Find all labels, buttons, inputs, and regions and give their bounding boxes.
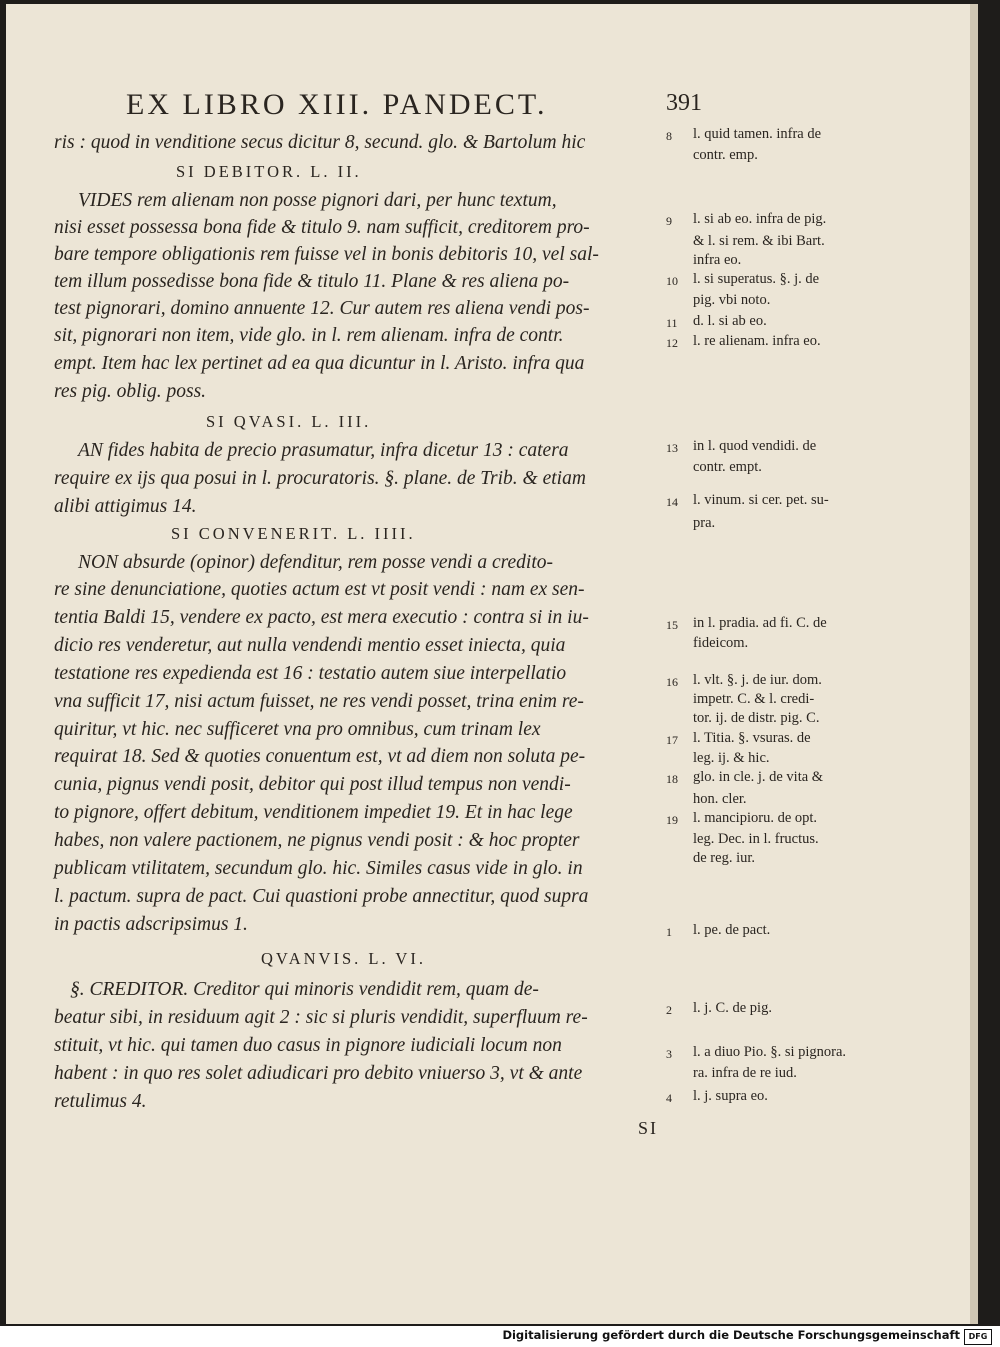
margin-note: l. Titia. §. vsuras. de [693,730,811,746]
margin-note-number: 19 [666,813,678,827]
margin-note: l. a diuo Pio. §. si pignora. [693,1044,847,1060]
margin-note: l. vinum. si cer. pet. su- [693,492,829,508]
text-line: tentia Baldi 15, vendere ex pacto, est mera executio : contra si in iu- [54,607,589,628]
text-line: require ex ijs qua posui in l. procuratoris. §. plane. de Trib. & etiam [54,468,586,489]
margin-note: l. mancipioru. de opt. [693,810,818,826]
margin-note: hon. cler. [693,791,747,807]
section-heading: SI CONVENERIT. L. IIII. [171,524,416,543]
text-line: beatur sibi, in residuum agit 2 : sic si pluris vendidit, superfluum re- [54,1007,588,1028]
margin-note: l. j. supra eo. [693,1088,768,1104]
text-line: dicio res venderetur, aut nulla vendendi mentio esset iniecta, quia [54,635,566,656]
text-line: in pactis adscripsimus 1. [54,914,248,935]
margin-note: l. pe. de pact. [693,922,771,938]
text-line: res pig. oblig. poss. [54,381,207,402]
margin-note-number: 12 [666,336,678,350]
margin-note: in l. quod vendidi. de [693,438,817,454]
margin-note: leg. Dec. in l. fructus. [693,831,819,847]
margin-note: fideicom. [693,635,749,651]
margin-note: pig. vbi noto. [693,292,771,308]
text-line: quiritur, vt hic. nec sufficeret vna pro omnibus, cum trinam lex [54,719,541,740]
margin-note-number: 10 [666,274,678,288]
margin-note: & l. si rem. & ibi Bart. [693,233,825,249]
margin-note: l. si ab eo. infra de pig. [693,211,827,227]
margin-note-number: 15 [666,618,678,632]
section-heading: QVANVIS. L. VI. [261,949,426,968]
footer-bar [0,1326,1000,1347]
margin-note: tor. ij. de distr. pig. C. [693,710,820,726]
margin-note-number: 14 [666,495,678,509]
text-line: re sine denunciatione, quoties actum est vt posit vendi : nam ex sen- [54,579,585,600]
text-line: stituit, vt hic. qui tamen duo casus in pignore iudiciali locum non [54,1035,562,1056]
text-line: requirat 18. Sed & quoties conuentum est, vt ad diem non soluta pe- [54,746,586,767]
margin-note: ra. infra de re iud. [693,1065,797,1081]
margin-note: contr. empt. [693,459,762,475]
margin-note-number: 4 [666,1091,672,1105]
text-line: AN fides habita de precio prasumatur, infra dicetur 13 : catera [78,440,569,461]
text-line: ris : quod in venditione secus dicitur 8, secund. glo. & Bartolum hic [54,132,586,153]
margin-note: l. vlt. §. j. de iur. dom. [693,672,822,688]
text-line: retulimus 4. [54,1091,147,1112]
text-line: to pignore, offert debitum, venditionem impediet 19. Et in hac lege [54,802,573,823]
margin-note-number: 2 [666,1003,672,1017]
footer-credit: Digitalisierung gefördert durch die Deutsche Forschungsgemeinschaft [502,1328,960,1342]
margin-note-number: 1 [666,925,672,939]
margin-note-number: 13 [666,441,678,455]
section-heading: SI QVASI. L. III. [206,412,372,431]
margin-note: impetr. C. & l. credi- [693,691,815,707]
margin-note: d. l. si ab eo. [693,313,767,329]
dfg-logo: DFG [964,1329,992,1345]
text-line: habent : in quo res solet adiudicari pro debito vniuerso 3, vt & ante [54,1063,583,1084]
margin-note: infra eo. [693,252,742,268]
catchword: SI [638,1118,659,1138]
margin-note: l. quid tamen. infra de [693,126,822,142]
margin-note: pra. [693,515,716,531]
margin-note-number: 9 [666,214,672,228]
margin-note-number: 18 [666,772,678,786]
margin-note: leg. ij. & hic. [693,750,770,766]
margin-note: l. si superatus. §. j. de [693,271,820,287]
margin-note: de reg. iur. [693,850,756,866]
book-page [6,4,978,1324]
text-line: bare tempore obligationis rem fuisse vel in bonis debitoris 10, vel sal- [54,244,599,265]
text-line: vna sufficit 17, nisi actum fuisset, ne res vendi posset, trina enim re- [54,691,584,712]
margin-note-number: 3 [666,1047,672,1061]
text-line: sit, pignorari non item, vide glo. in l. rem alienam. infra de contr. [54,325,564,346]
running-header: EX LIBRO XIII. PANDECT. [126,88,548,121]
section-heading: SI DEBITOR. L. II. [176,162,362,181]
text-line: l. pactum. supra de pact. Cui quastioni probe annectitur, quod supra [54,886,589,907]
margin-note: l. re alienam. infra eo. [693,333,821,349]
margin-note-number: 17 [666,733,678,747]
text-line: testatione res expedienda est 16 : testatio autem siue interpellatio [54,663,567,684]
margin-note: l. j. C. de pig. [693,1000,772,1016]
text-line: §. CREDITOR. Creditor qui minoris vendidit rem, quam de- [70,979,539,1000]
text-line: NON absurde (opinor) defenditur, rem posse vendi a credito- [78,552,553,573]
margin-note-number: 11 [666,316,678,330]
text-line: alibi attigimus 14. [54,496,197,517]
margin-note-number: 8 [666,129,672,143]
text-line: cunia, pignus vendi posit, debitor qui post illud tempus non vendi- [54,774,571,795]
page-number: 391 [666,90,702,116]
text-line: tem illum possedisse bona fide & titulo 11. Plane & res aliena po- [54,271,570,292]
text-line: empt. Item hac lex pertinet ad ea qua dicuntur in l. Aristo. infra qua [54,353,585,374]
text-line: habes, non valere pactionem, ne pignus vendi posit : & hoc propter [54,830,580,851]
margin-note-number: 16 [666,675,678,689]
text-line: nisi esset possessa bona fide & titulo 9. nam sufficit, creditorem pro- [54,217,590,238]
text-line: test pignorari, domino annuente 12. Cur autem res aliena vendi pos- [54,298,590,319]
margin-note: in l. pradia. ad fi. C. de [693,615,827,631]
text-line: VIDES rem alienam non posse pignori dari, per hunc textum, [78,190,557,211]
text-line: publicam vtilitatem, secundum glo. hic. Similes casus vide in glo. in [54,858,583,879]
margin-note: glo. in cle. j. de vita & [693,769,824,785]
margin-note: contr. emp. [693,147,758,163]
